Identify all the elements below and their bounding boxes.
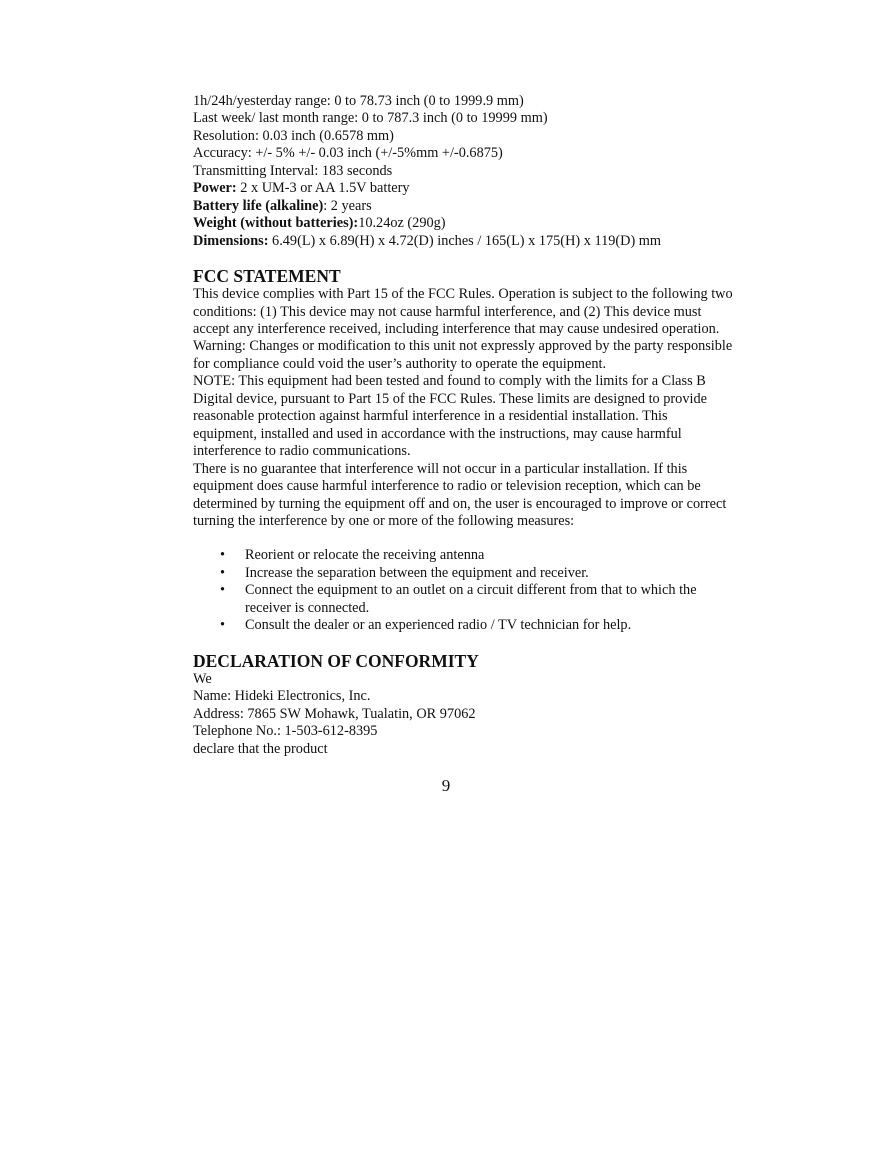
list-item-text: Connect the equipment to an outlet on a circuit different from that to which the receiver is connected. <box>245 582 697 616</box>
list-item-text: Increase the separation between the equipment and receiver. <box>245 564 589 581</box>
page-number: 9 <box>441 776 451 795</box>
list-item-text: Reorient or relocate the receiving antenna <box>245 547 485 564</box>
spec-label: Battery life (alkaline) <box>193 197 324 214</box>
bullet-icon: • <box>220 582 226 599</box>
spec-value: Last week/ last month range: 0 to 787.3 inch (0 to 19999 mm) <box>193 110 548 127</box>
declaration-line-address: Address: 7865 SW Mohawk, Tualatin, OR 97062 <box>193 705 476 722</box>
spec-label: Dimensions: <box>193 232 269 249</box>
list-item <box>193 547 733 564</box>
spec-value: Resolution: 0.03 inch (0.6578 mm) <box>193 127 394 144</box>
bullet-icon: • <box>220 617 226 634</box>
spec-line-week-month-range <box>193 110 733 127</box>
spec-line-dimensions <box>193 233 733 250</box>
spec-value: Transmitting Interval: 183 seconds <box>193 162 393 179</box>
spec-value: 1h/24h/yesterday range: 0 to 78.73 inch (0 to 1999.9 mm) <box>193 93 524 109</box>
declaration-line-we: We <box>193 670 212 687</box>
spec-label: Power: <box>193 180 237 197</box>
fcc-statement-heading: FCC STATEMENT <box>193 266 341 287</box>
spec-value: 2 x UM-3 or AA 1.5V battery <box>236 180 410 197</box>
spec-line-accuracy <box>193 145 733 162</box>
list-item-text: Consult the dealer or an experienced radio / TV technician for help. <box>245 617 632 634</box>
list-item <box>193 617 733 634</box>
spec-line-resolution <box>193 128 733 145</box>
list-item <box>193 582 733 617</box>
document-page <box>193 93 733 758</box>
declaration-body <box>193 671 733 758</box>
bullet-icon: • <box>220 564 226 581</box>
fcc-paragraph-note: NOTE: This equipment had been tested and found to comply with the limits for a Class B Digital device, pursuant to Part 15 of the FCC Rules. These limits are designed to provide reasonable protection against harmful interference in a residential installation. This equipment, installed and used in accordance with the instructions, may cause harmful interference to radio communications. <box>193 373 707 460</box>
declaration-line-telephone: Telephone No.: 1-503-612-8395 <box>193 723 378 740</box>
spec-value: : 2 years <box>323 197 372 214</box>
spec-value: Accuracy: +/- 5% +/- 0.03 inch (+/-5%mm +/-0.6875) <box>193 145 503 162</box>
declaration-line-product: declare that the product <box>193 740 328 757</box>
spec-value: 10.24oz (290g) <box>358 215 446 232</box>
spec-line-battery-life <box>193 198 733 215</box>
spec-value: 6.49(L) x 6.89(H) x 4.72(D) inches / 165(L) x 175(H) x 119(D) mm <box>268 232 662 249</box>
fcc-paragraph-no-guarantee: There is no guarantee that interference will not occur in a particular installation. If this equipment does cause harmful interference to radio or television reception, which can be determined by turning the equipment off and on, the user is encouraged to improve or correct turning the interference by one or more of the following measures: <box>193 460 727 529</box>
list-item <box>193 565 733 582</box>
spec-line-weight <box>193 215 733 232</box>
declaration-line-name: Name: Hideki Electronics, Inc. <box>193 688 371 705</box>
fcc-paragraph-compliance: This device complies with Part 15 of the FCC Rules. Operation is subject to the following two conditions: (1) This device may not cause harmful interference, and (2) This device must accept any interference received, including interference that may cause undesired operation. <box>193 286 733 337</box>
spec-line-rain-range <box>193 93 733 110</box>
specifications-block <box>193 93 733 250</box>
fcc-measures-list <box>193 547 733 634</box>
fcc-statement-body <box>193 286 733 530</box>
declaration-heading: DECLARATION OF CONFORMITY <box>193 650 479 671</box>
spec-line-power <box>193 180 733 197</box>
bullet-icon: • <box>220 547 226 564</box>
fcc-paragraph-warning: Warning: Changes or modification to this unit not expressly approved by the party responsible for compliance could void the user’s authority to operate the equipment. <box>193 338 733 372</box>
spec-line-transmitting-interval <box>193 163 733 180</box>
spec-label: Weight (without batteries): <box>193 215 359 232</box>
